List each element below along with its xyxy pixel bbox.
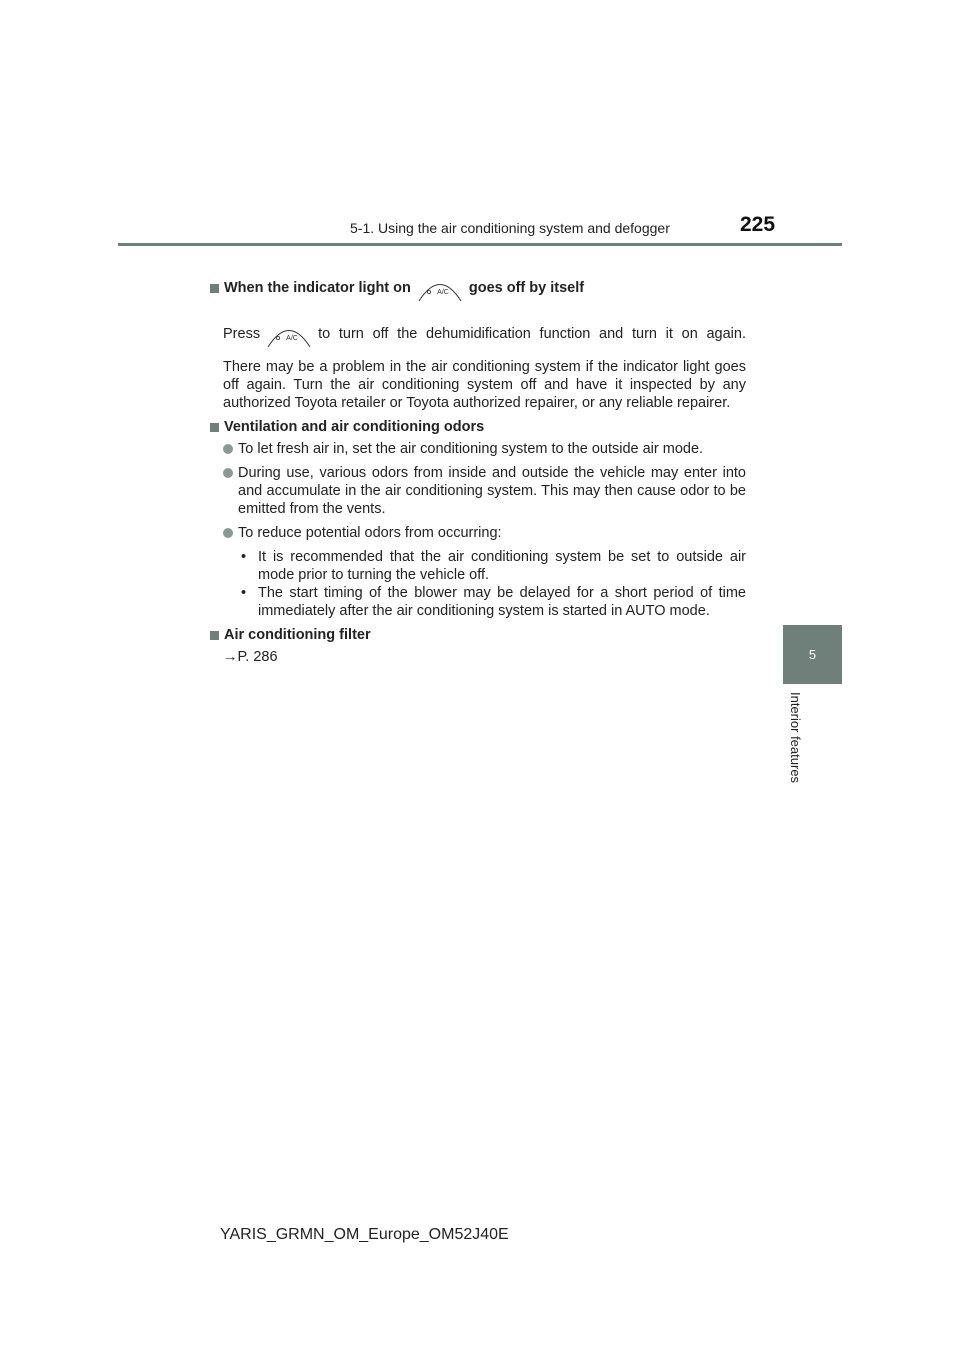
press-instruction <box>223 320 746 348</box>
press-label: Press <box>223 326 261 342</box>
sub-list-item <box>241 584 746 620</box>
ac-button-icon <box>266 320 312 348</box>
list-item <box>223 524 746 542</box>
sub-bullet-text: It is recommended that the air conditioning system be set to outside air mode prior to turning the vehicle off. <box>258 549 746 583</box>
bullet-text: During use, various odors from inside and outside the vehicle may enter into and accumulate in the air conditioning system. This may then cause odor to be emitted from the vents. <box>238 465 746 517</box>
page-reference-link[interactable]: →P. 286 <box>223 649 278 665</box>
chapter-label: Interior features <box>788 692 803 784</box>
sub-bullet-mark: • <box>241 549 247 565</box>
indicator-paragraph: There may be a problem in the air conditioning system if the indicator light goes off again. Turn the air conditioning system off and have it inspected by any authorized Toyota retailer or Toyota authorized repairer, or any reliable repairer. <box>223 359 746 411</box>
square-bullet-icon <box>210 631 219 640</box>
indicator-heading <box>210 274 746 302</box>
document-code: YARIS_GRMN_OM_Europe_OM52J40E <box>220 1226 509 1243</box>
sub-bullet-text: The start timing of the blower may be delayed for a short period of time immediately after the air conditioning system is started in AUTO mode. <box>258 585 746 619</box>
ac-button-icon <box>417 274 463 302</box>
page-number: 225 <box>740 213 776 236</box>
ac-button-label: A/C <box>286 335 298 342</box>
filter-heading-text: Air conditioning filter <box>224 627 371 643</box>
header-divider <box>118 243 842 246</box>
section-title: 5-1. Using the air conditioning system and defogger <box>350 220 670 236</box>
circle-bullet-icon <box>223 444 233 454</box>
chapter-number: 5 <box>808 647 817 662</box>
odors-heading <box>210 418 746 436</box>
list-item <box>223 464 746 518</box>
sub-bullet-mark: • <box>241 585 247 601</box>
indicator-heading-end: goes off by itself <box>468 280 585 296</box>
square-bullet-icon <box>210 423 219 432</box>
filter-heading <box>210 626 746 644</box>
sub-list-item <box>241 548 746 584</box>
page-content <box>210 268 746 666</box>
circle-bullet-icon <box>223 468 233 478</box>
ac-button-label: A/C <box>437 289 449 296</box>
list-item <box>223 440 746 458</box>
indicator-heading-start: When the indicator light on <box>224 280 411 296</box>
chapter-tab <box>783 625 842 684</box>
circle-bullet-icon <box>223 528 233 538</box>
press-text: to turn off the dehumidification function and turn it on again. <box>318 326 746 342</box>
bullet-text: To let fresh air in, set the air conditioning system to the outside air mode. <box>238 441 704 457</box>
odors-heading-text: Ventilation and air conditioning odors <box>224 419 485 435</box>
square-bullet-icon <box>210 284 219 293</box>
bullet-text: To reduce potential odors from occurring: <box>238 525 502 541</box>
